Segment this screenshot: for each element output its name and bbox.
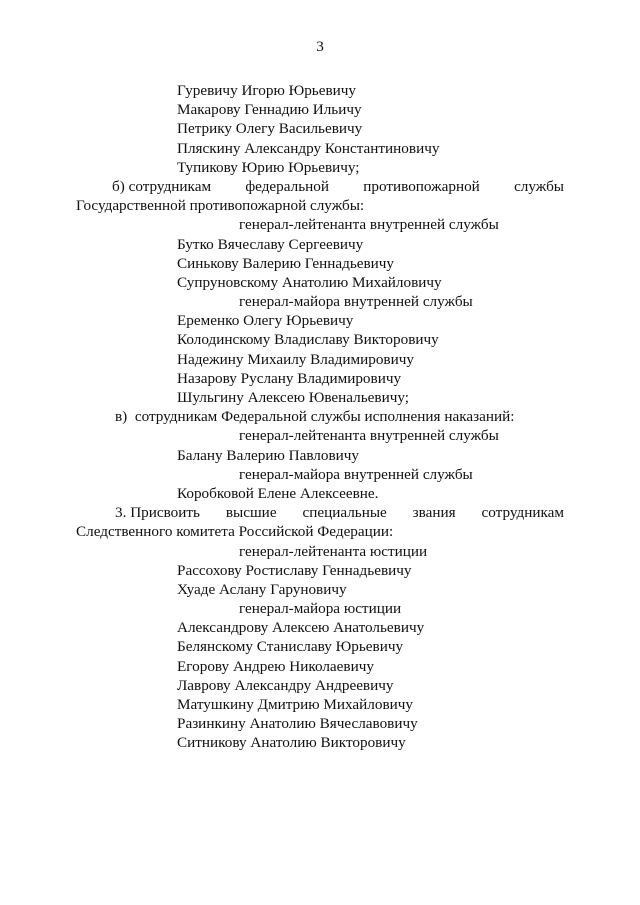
heading-word: 3. Присвоить xyxy=(115,504,200,522)
recipient-name: Еременко Олегу Юрьевичу xyxy=(177,312,354,330)
recipient-name: Белянскому Станиславу Юрьевичу xyxy=(177,638,404,656)
recipient-name: Шульгину Алексею Ювенальевичу; xyxy=(177,389,409,406)
rank-heading: генерал-лейтенанта внутренней службы xyxy=(239,216,499,234)
rank-heading: генерал-майора внутренней службы xyxy=(239,465,473,483)
document-body xyxy=(0,81,640,753)
recipient-name: Гуревичу Игорю Юрьевичу xyxy=(177,82,357,99)
heading-word: федеральной xyxy=(245,177,329,195)
recipient-name: Разинкину Анатолию Вячеславовичу xyxy=(177,715,418,733)
recipient-name: Егорову Андрею Николаевичу xyxy=(177,657,374,675)
rank-heading: генерал-лейтенанта юстиции xyxy=(239,542,428,560)
rank-heading: генерал-майора юстиции xyxy=(239,600,402,618)
rank-heading: генерал-лейтенанта внутренней службы xyxy=(239,427,499,445)
recipient-name: Александрову Алексею Анатольевичу xyxy=(177,619,425,637)
recipient-name: Лаврову Александру Андреевичу xyxy=(177,676,394,694)
recipient-name: Коробковой Елене Алексеевне. xyxy=(177,484,379,502)
recipient-name: Балану Валерию Павловичу xyxy=(177,446,360,464)
section-v-heading: в) сотрудникам Федеральной службы исполнения наказаний: xyxy=(115,408,515,426)
recipient-name: Колодинскому Владиславу Викторовичу xyxy=(177,331,439,349)
recipient-name: Петрику Олегу Васильевичу xyxy=(177,120,363,138)
section-b-heading-cont: Государственной противопожарной службы: xyxy=(76,197,365,215)
recipient-name: Бутко Вячеславу Сергеевичу xyxy=(177,235,364,253)
heading-word: звания xyxy=(412,504,456,522)
recipient-name: Пляскину Александру Константиновичу xyxy=(177,139,440,157)
heading-word: специальные xyxy=(302,504,387,522)
recipient-name: Рассохову Ростиславу Геннадьевичу xyxy=(177,561,412,579)
recipient-name: Назарову Руслану Владимировичу xyxy=(177,369,402,387)
recipient-name: Тупикову Юрию Юрьевичу; xyxy=(177,158,360,176)
recipient-name: Макарову Геннадию Ильичу xyxy=(177,101,362,119)
heading-word: высшие xyxy=(225,504,277,522)
page-number: 3 xyxy=(316,38,324,55)
recipient-name: Матушкину Дмитрию Михайловичу xyxy=(177,696,413,713)
item-3-heading xyxy=(0,503,640,522)
recipient-name: Ситникову Анатолию Викторовичу xyxy=(177,734,406,752)
recipient-name: Синькову Валерию Геннадьевичу xyxy=(177,254,395,272)
heading-word: службы xyxy=(514,177,564,195)
recipient-name: Надежину Михаилу Владимировичу xyxy=(177,350,414,368)
section-b-heading xyxy=(0,177,640,196)
rank-heading: генерал-майора внутренней службы xyxy=(239,293,473,311)
heading-word: б) сотрудникам xyxy=(112,177,212,195)
recipient-name: Хуаде Аслану Гаруновичу xyxy=(177,580,347,598)
item-3-heading-cont: Следственного комитета Российской Федерации: xyxy=(76,523,394,541)
heading-word: сотрудникам xyxy=(481,504,564,522)
heading-word: противопожарной xyxy=(363,177,480,195)
recipient-name: Супруновскому Анатолию Михайловичу xyxy=(177,273,442,291)
